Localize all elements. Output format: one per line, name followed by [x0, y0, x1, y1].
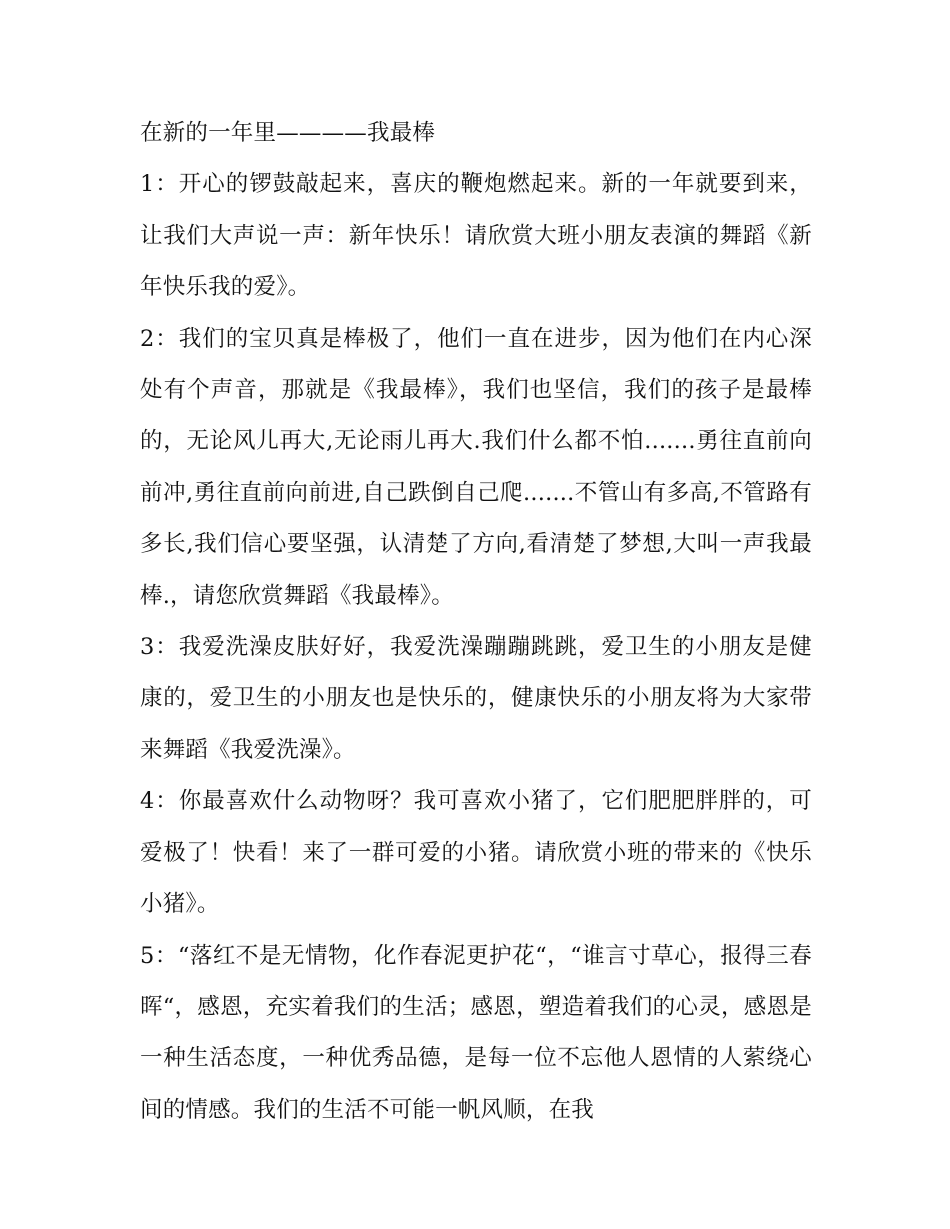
- paragraph-4: 4：你最喜欢什么动物呀？我可喜欢小猪了，它们肥肥胖胖的，可爱极了！快看！来了一群可爱的小猪。请欣赏小班的带来的《快乐小猪》。: [140, 788, 812, 918]
- paragraph-3: 3：我爱洗澡皮肤好好，我爱洗澡蹦蹦跳跳，爱卫生的小朋友是健康的，爱卫生的小朋友也是快乐的，健康快乐的小朋友将为大家带来舞蹈《我爱洗澡》。: [140, 634, 812, 763]
- document-body: [140, 108, 812, 1136]
- paragraph-2: 2：我们的宝贝真是棒极了，他们一直在进步，因为他们在内心深处有个声音，那就是《我最棒》，我们也坚信，我们的孩子是最棒的，无论风儿再大,无论雨儿再大.我们什么都不怕.......勇往直前向前冲,勇往直前向前进,自己跌倒自己爬.......不管山有多高,不管路有多长,我们信心要坚强，认清楚了方向,看清楚了梦想,大叫一声我最棒.，请您欣赏舞蹈《我最棒》。: [140, 325, 812, 609]
- document-title: 在新的一年里————我最棒: [140, 120, 436, 146]
- paragraph-1: 1：开心的锣鼓敲起来，喜庆的鞭炮燃起来。新的一年就要到来，让我们大声说一声：新年快乐！请欣赏大班小朋友表演的舞蹈《新年快乐我的爱》。: [140, 171, 812, 301]
- paragraph-5: 5：“落红不是无情物，化作春泥更护花“，“谁言寸草心，报得三春晖“，感恩，充实着我们的生活；感恩，塑造着我们的心灵，感恩是一种生活态度，一种优秀品德，是每一位不忘他人恩情的人萦绕心间的情感。我们的生活不可能一帆风顺，在我: [140, 942, 812, 1123]
